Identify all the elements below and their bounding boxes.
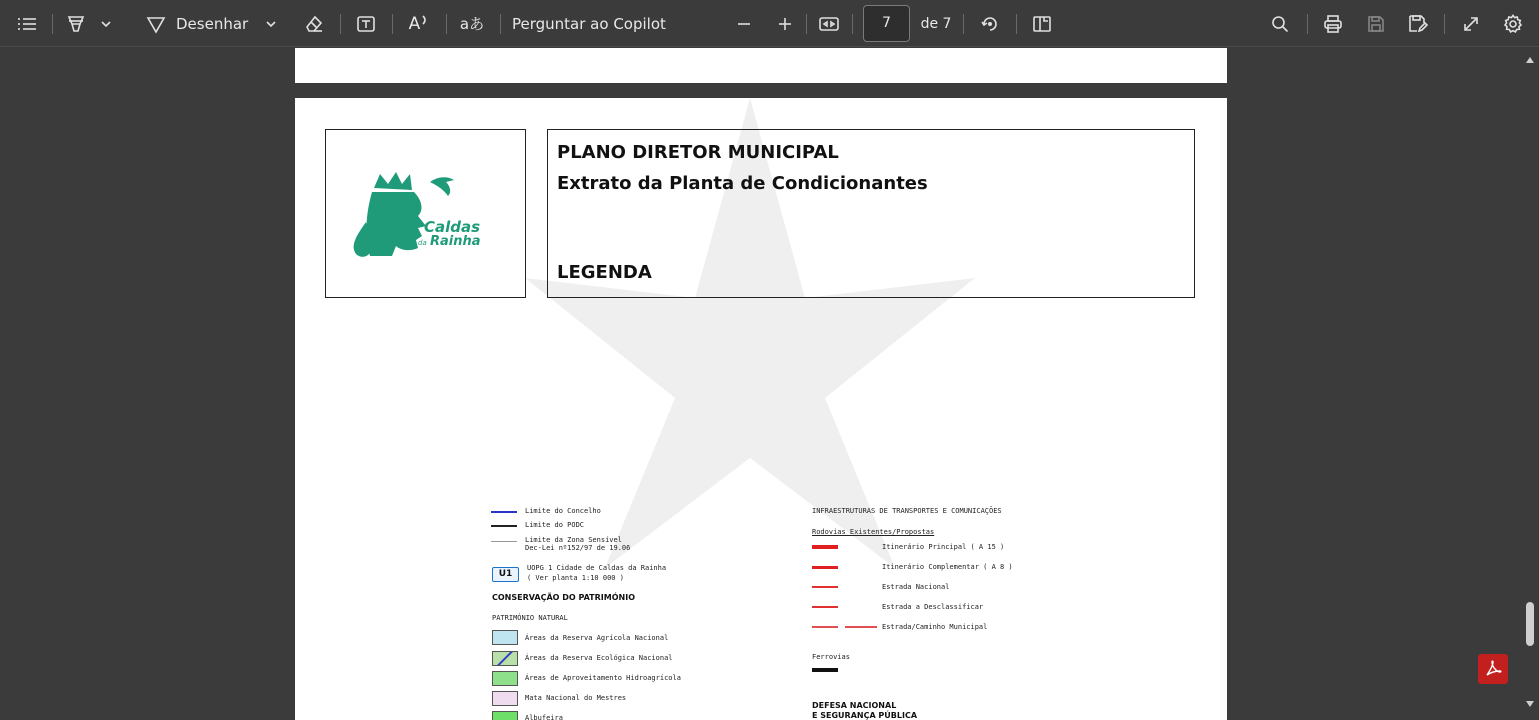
conservation-heading: CONSERVAÇÃO DO PATRIMÓNIO	[492, 593, 635, 602]
legend-item-label: Áreas de Aproveitamento Hidroagrícola	[525, 674, 681, 682]
legend-item-label: Áreas da Reserva Ecológica Nacional	[525, 654, 673, 662]
previous-page	[295, 48, 1227, 83]
legend-item-label: Limite da Zona Sensível	[525, 536, 622, 544]
expand-icon[interactable]	[1457, 0, 1485, 47]
legend-item-label: Estrada/Caminho Municipal	[882, 623, 988, 631]
logo-line1: Caldas	[424, 218, 481, 236]
pdf-toolbar	[0, 0, 1539, 47]
rail-swatch	[812, 668, 838, 672]
defense-heading-line2: E SEGURANÇA PÚBLICA	[812, 711, 918, 720]
scroll-up-icon[interactable]	[1525, 56, 1535, 64]
legend-heading: LEGENDA	[557, 262, 652, 283]
fit-page-icon[interactable]	[815, 0, 843, 47]
uopg-badge: U1	[492, 567, 519, 582]
document-title: PLANO DIRETOR MUNICIPAL	[557, 142, 839, 163]
scroll-down-icon[interactable]	[1525, 700, 1535, 708]
road-swatch	[812, 545, 838, 549]
uopg-line1: UOPG 1 Cidade de Caldas da Rainha	[527, 564, 667, 572]
road-swatch	[812, 626, 838, 628]
scroll-thumb[interactable]	[1526, 602, 1534, 646]
legend-item-sub: Dec-Lei nº152/97 de 19.06	[525, 544, 631, 552]
road-swatch	[812, 606, 838, 608]
forest-swatch	[492, 691, 518, 706]
concelho-line-swatch	[491, 511, 517, 513]
draw-label: Desenhar	[176, 14, 249, 33]
search-icon[interactable]	[1267, 0, 1293, 47]
ran-swatch	[492, 630, 518, 645]
save-as-icon[interactable]	[1404, 0, 1432, 47]
translate-icon[interactable]: aあ	[459, 15, 485, 33]
rotate-icon[interactable]	[976, 0, 1004, 47]
draw-icon[interactable]	[143, 0, 169, 47]
copilot-button[interactable]	[512, 0, 682, 47]
podc-line-swatch	[491, 525, 517, 527]
document-subtitle: Extrato da Planta de Condicionantes	[557, 173, 928, 194]
contents-icon[interactable]	[12, 0, 42, 47]
rail-heading: Ferrovias	[812, 653, 850, 661]
title-box	[547, 129, 1195, 298]
zoom-in-icon[interactable]	[773, 0, 797, 47]
draw-chevron-down-icon[interactable]	[262, 0, 280, 47]
defense-heading-line1: DEFESA NACIONAL	[812, 701, 897, 710]
zoom-out-icon[interactable]	[732, 0, 756, 47]
roads-heading: Rodovias Existentes/Propostas	[812, 528, 935, 536]
uopg-line2: ( Ver planta 1:10 000 )	[527, 574, 624, 582]
caldas-da-rainha-logo	[326, 130, 524, 296]
highlight-chevron-down-icon[interactable]	[96, 0, 116, 47]
legend-item-label: Albufeira	[525, 714, 563, 720]
reservoir-swatch	[492, 711, 518, 720]
document-viewer[interactable]	[0, 48, 1539, 720]
zone-line-swatch	[491, 541, 517, 542]
vertical-scrollbar[interactable]	[1521, 48, 1539, 720]
legend-item-label: Itinerário Principal ( A 15 )	[882, 543, 1005, 551]
logo-box	[325, 129, 526, 298]
logo-line2: Rainha	[430, 234, 481, 249]
read-aloud-icon[interactable]: A	[404, 0, 434, 47]
legend-item-label: Áreas da Reserva Agrícola Nacional	[525, 634, 669, 642]
settings-icon[interactable]	[1499, 0, 1527, 47]
road-swatch	[812, 566, 838, 569]
infrastructure-heading: INFRAESTRUTURAS DE TRANSPORTES E COMUNICAÇÕES	[812, 507, 1002, 515]
acrobat-icon[interactable]	[1478, 654, 1508, 684]
hydro-swatch	[492, 671, 518, 686]
page-number-input[interactable]: 7	[863, 5, 910, 42]
legend-item-label: Estrada Nacional	[882, 583, 950, 591]
highlight-icon[interactable]	[62, 0, 90, 47]
total-pages-label: de 7	[920, 15, 952, 32]
print-icon[interactable]	[1319, 0, 1347, 47]
legend-item-label: Mata Nacional do Mestres	[525, 694, 627, 702]
eraser-icon[interactable]	[300, 0, 328, 47]
logo-line2-prefix: da	[418, 239, 427, 247]
text-box-icon[interactable]	[352, 0, 380, 47]
copilot-label: Perguntar ao Copilot	[512, 14, 666, 33]
legend-item-label: Limite do Concelho	[525, 507, 601, 515]
legend-item-label: Limite do PODC	[525, 521, 585, 529]
legend-item-label: Estrada a Desclassificar	[882, 603, 984, 611]
natural-heritage-heading: PATRIMÓNIO NATURAL	[492, 614, 568, 622]
road-swatch	[845, 626, 877, 628]
road-swatch	[812, 586, 838, 588]
pdf-page	[295, 98, 1227, 720]
legend-item-label: Itinerário Complementar ( A 8 )	[882, 563, 1013, 571]
save-icon[interactable]	[1362, 0, 1390, 47]
draw-button[interactable]	[176, 0, 256, 47]
ren-swatch	[492, 651, 518, 666]
page-view-icon[interactable]	[1028, 0, 1056, 47]
